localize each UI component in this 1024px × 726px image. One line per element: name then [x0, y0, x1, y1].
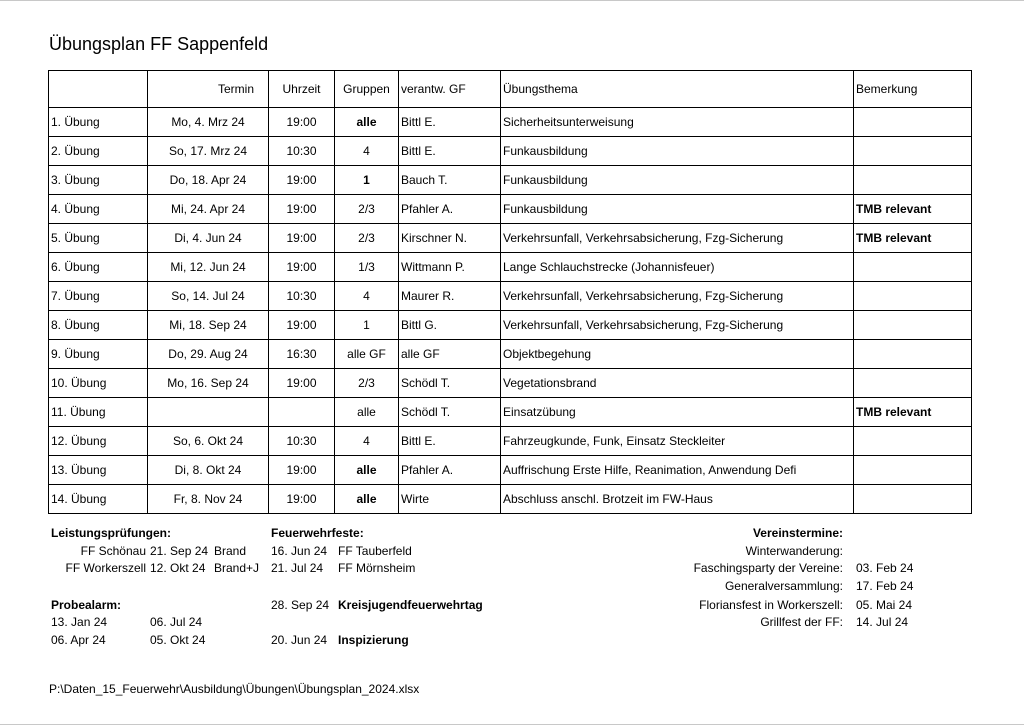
thema-cell: Funkausbildung [501, 166, 854, 195]
thema-cell: Verkehrsunfall, Verkehrsabsicherung, Fzg-Sicherung [501, 282, 854, 311]
table-row [49, 137, 972, 166]
termin-cell: Mi, 18. Sep 24 [148, 311, 269, 340]
termin-cell: Mo, 16. Sep 24 [148, 369, 269, 398]
fest-name: FF Mörnsheim [338, 561, 416, 575]
uhrzeit-cell: 19:00 [269, 195, 335, 224]
gf-cell: Schödl T. [399, 398, 501, 427]
termin-cell: Do, 18. Apr 24 [148, 166, 269, 195]
bemerkung-cell [854, 282, 972, 311]
gf-cell: Wittmann P. [399, 253, 501, 282]
bemerkung-cell [854, 369, 972, 398]
gruppen-cell: alle [335, 456, 399, 485]
fest-name: FF Tauberfeld [338, 544, 412, 558]
header-blank [49, 71, 148, 108]
bemerkung-cell [854, 253, 972, 282]
gruppen-cell: 4 [335, 137, 399, 166]
leistung-place: FF Workerszell [65, 561, 146, 575]
bemerkung-cell [854, 311, 972, 340]
table-row [49, 340, 972, 369]
gf-cell: Bittl E. [399, 108, 501, 137]
termin-cell: Di, 4. Jun 24 [148, 224, 269, 253]
uhrzeit-cell: 16:30 [269, 340, 335, 369]
probealarm-date: 06. Apr 24 [51, 633, 106, 647]
uhrzeit-cell: 19:00 [269, 166, 335, 195]
termin-cell [148, 398, 269, 427]
row-name-cell: 2. Übung [49, 137, 148, 166]
table-row [49, 108, 972, 137]
row-name-cell: 10. Übung [49, 369, 148, 398]
row-name-cell: 12. Übung [49, 427, 148, 456]
gruppen-cell: alle [335, 108, 399, 137]
table-row [49, 369, 972, 398]
row-name-cell: 6. Übung [49, 253, 148, 282]
header-bemerkung: Bemerkung [854, 71, 972, 108]
thema-cell: Sicherheitsunterweisung [501, 108, 854, 137]
gf-cell: Bauch T. [399, 166, 501, 195]
leistung-date: 21. Sep 24 [150, 544, 209, 558]
page-title: Übungsplan FF Sappenfeld [49, 34, 269, 54]
thema-cell: Funkausbildung [501, 137, 854, 166]
row-name-cell: 7. Übung [49, 282, 148, 311]
fest-date: 16. Jun 24 [271, 544, 328, 558]
bottom-border [0, 724, 1024, 725]
bemerkung-cell [854, 485, 972, 514]
gf-cell: Pfahler A. [399, 195, 501, 224]
row-name-cell: 14. Übung [49, 485, 148, 514]
bemerkung-cell: TMB relevant [854, 398, 972, 427]
termin-cell: So, 6. Okt 24 [148, 427, 269, 456]
bemerkung-cell [854, 166, 972, 195]
table-row [49, 224, 972, 253]
bemerkung-cell [854, 456, 972, 485]
probealarm-heading: Probealarm: [51, 598, 122, 612]
table-header-row [49, 71, 972, 108]
table-row [49, 485, 972, 514]
termin-cell: Mi, 12. Jun 24 [148, 253, 269, 282]
table-row [49, 398, 972, 427]
gf-cell: Schödl T. [399, 369, 501, 398]
table-row [49, 427, 972, 456]
fest-name: Inspizierung [338, 633, 409, 647]
bemerkung-cell: TMB relevant [854, 224, 972, 253]
row-name-cell: 11. Übung [49, 398, 148, 427]
gruppen-cell: 4 [335, 427, 399, 456]
table-row [49, 311, 972, 340]
fest-date: 28. Sep 24 [271, 598, 330, 612]
bemerkung-cell: TMB relevant [854, 195, 972, 224]
header-termin: Termin [148, 71, 269, 108]
row-name-cell: 13. Übung [49, 456, 148, 485]
termin-cell: Do, 29. Aug 24 [148, 340, 269, 369]
fest-date: 21. Jul 24 [271, 561, 324, 575]
uhrzeit-cell: 19:00 [269, 456, 335, 485]
row-name-cell: 5. Übung [49, 224, 148, 253]
row-name-cell: 4. Übung [49, 195, 148, 224]
termin-cell: Mo, 4. Mrz 24 [148, 108, 269, 137]
uhrzeit-cell: 10:30 [269, 427, 335, 456]
thema-cell: Funkausbildung [501, 195, 854, 224]
row-name-cell: 9. Übung [49, 340, 148, 369]
gruppen-cell: alle [335, 485, 399, 514]
gruppen-cell: 1 [335, 311, 399, 340]
verein-name: Floriansfest in Workerszell: [699, 598, 843, 612]
thema-cell: Auffrischung Erste Hilfe, Reanimation, Anwendung Defi [501, 456, 854, 485]
header-gf: verantw. GF [399, 71, 501, 108]
thema-cell: Lange Schlauchstrecke (Johannisfeuer) [501, 253, 854, 282]
uhrzeit-cell: 19:00 [269, 108, 335, 137]
uhrzeit-cell: 19:00 [269, 224, 335, 253]
gf-cell: Maurer R. [399, 282, 501, 311]
gruppen-cell: alle [335, 398, 399, 427]
verein-date: 05. Mai 24 [856, 598, 913, 612]
gruppen-cell: 2/3 [335, 369, 399, 398]
gruppen-cell: 1/3 [335, 253, 399, 282]
gruppen-cell: alle GF [335, 340, 399, 369]
table-row [49, 195, 972, 224]
bemerkung-cell [854, 137, 972, 166]
top-border [0, 0, 1024, 1]
leistung-type: Brand+J [214, 561, 260, 575]
leistung-place: FF Schönau [80, 544, 146, 558]
gf-cell: alle GF [399, 340, 501, 369]
verein-name: Grillfest der FF: [760, 615, 843, 629]
verein-name: Winterwanderung: [745, 544, 843, 558]
row-name-cell: 3. Übung [49, 166, 148, 195]
table-row [49, 166, 972, 195]
table-row [49, 456, 972, 485]
verein-name: Faschingsparty der Vereine: [693, 561, 843, 575]
uhrzeit-cell: 19:00 [269, 311, 335, 340]
thema-cell: Einsatzübung [501, 398, 854, 427]
termin-cell: Mi, 24. Apr 24 [148, 195, 269, 224]
thema-cell: Fahrzeugkunde, Funk, Einsatz Steckleiter [501, 427, 854, 456]
verein-date: 03. Feb 24 [856, 561, 914, 575]
header-uhrzeit: Uhrzeit [269, 71, 335, 108]
uhrzeit-cell: 10:30 [269, 282, 335, 311]
feste-heading: Feuerwehrfeste: [271, 526, 364, 540]
thema-cell: Objektbegehung [501, 340, 854, 369]
gf-cell: Bittl G. [399, 311, 501, 340]
thema-cell: Verkehrsunfall, Verkehrsabsicherung, Fzg-Sicherung [501, 224, 854, 253]
uhrzeit-cell: 19:00 [269, 253, 335, 282]
bemerkung-cell [854, 427, 972, 456]
thema-cell: Verkehrsunfall, Verkehrsabsicherung, Fzg-Sicherung [501, 311, 854, 340]
verein-name: Generalversammlung: [724, 579, 843, 593]
gf-cell: Kirschner N. [399, 224, 501, 253]
probealarm-date: 06. Jul 24 [150, 615, 203, 629]
gruppen-cell: 1 [335, 166, 399, 195]
verein-date: 14. Jul 24 [856, 615, 909, 629]
verein-heading: Vereinstermine: [752, 526, 843, 540]
uhrzeit-cell: 10:30 [269, 137, 335, 166]
gruppen-cell: 4 [335, 282, 399, 311]
probealarm-date: 13. Jan 24 [51, 615, 108, 629]
row-name-cell: 8. Übung [49, 311, 148, 340]
verein-date: 17. Feb 24 [856, 579, 914, 593]
uhrzeit-cell [269, 398, 335, 427]
thema-cell: Vegetationsbrand [501, 369, 854, 398]
gruppen-cell: 2/3 [335, 195, 399, 224]
fest-name: Kreisjugendfeuerwehrtag [338, 598, 483, 612]
termin-cell: Fr, 8. Nov 24 [148, 485, 269, 514]
thema-cell: Abschluss anschl. Brotzeit im FW-Haus [501, 485, 854, 514]
exercise-table [48, 70, 972, 514]
gf-cell: Wirte [399, 485, 501, 514]
gf-cell: Pfahler A. [399, 456, 501, 485]
leistung-date: 12. Okt 24 [150, 561, 206, 575]
table-row [49, 253, 972, 282]
gf-cell: Bittl E. [399, 427, 501, 456]
file-path: P:\Daten_15_Feuerwehr\Ausbildung\Übungen\Übungsplan_2024.xlsx [49, 682, 420, 696]
bemerkung-cell [854, 108, 972, 137]
termin-cell: So, 17. Mrz 24 [148, 137, 269, 166]
gf-cell: Bittl E. [399, 137, 501, 166]
termin-cell: Di, 8. Okt 24 [148, 456, 269, 485]
uhrzeit-cell: 19:00 [269, 369, 335, 398]
leistung-heading: Leistungsprüfungen: [51, 526, 171, 540]
probealarm-date: 05. Okt 24 [150, 633, 206, 647]
header-thema: Übungsthema [501, 71, 854, 108]
row-name-cell: 1. Übung [49, 108, 148, 137]
fest-date: 20. Jun 24 [271, 633, 328, 647]
termin-cell: So, 14. Jul 24 [148, 282, 269, 311]
header-gruppen: Gruppen [335, 71, 399, 108]
leistung-type: Brand [214, 544, 247, 558]
bemerkung-cell [854, 340, 972, 369]
table-row [49, 282, 972, 311]
uhrzeit-cell: 19:00 [269, 485, 335, 514]
gruppen-cell: 2/3 [335, 224, 399, 253]
